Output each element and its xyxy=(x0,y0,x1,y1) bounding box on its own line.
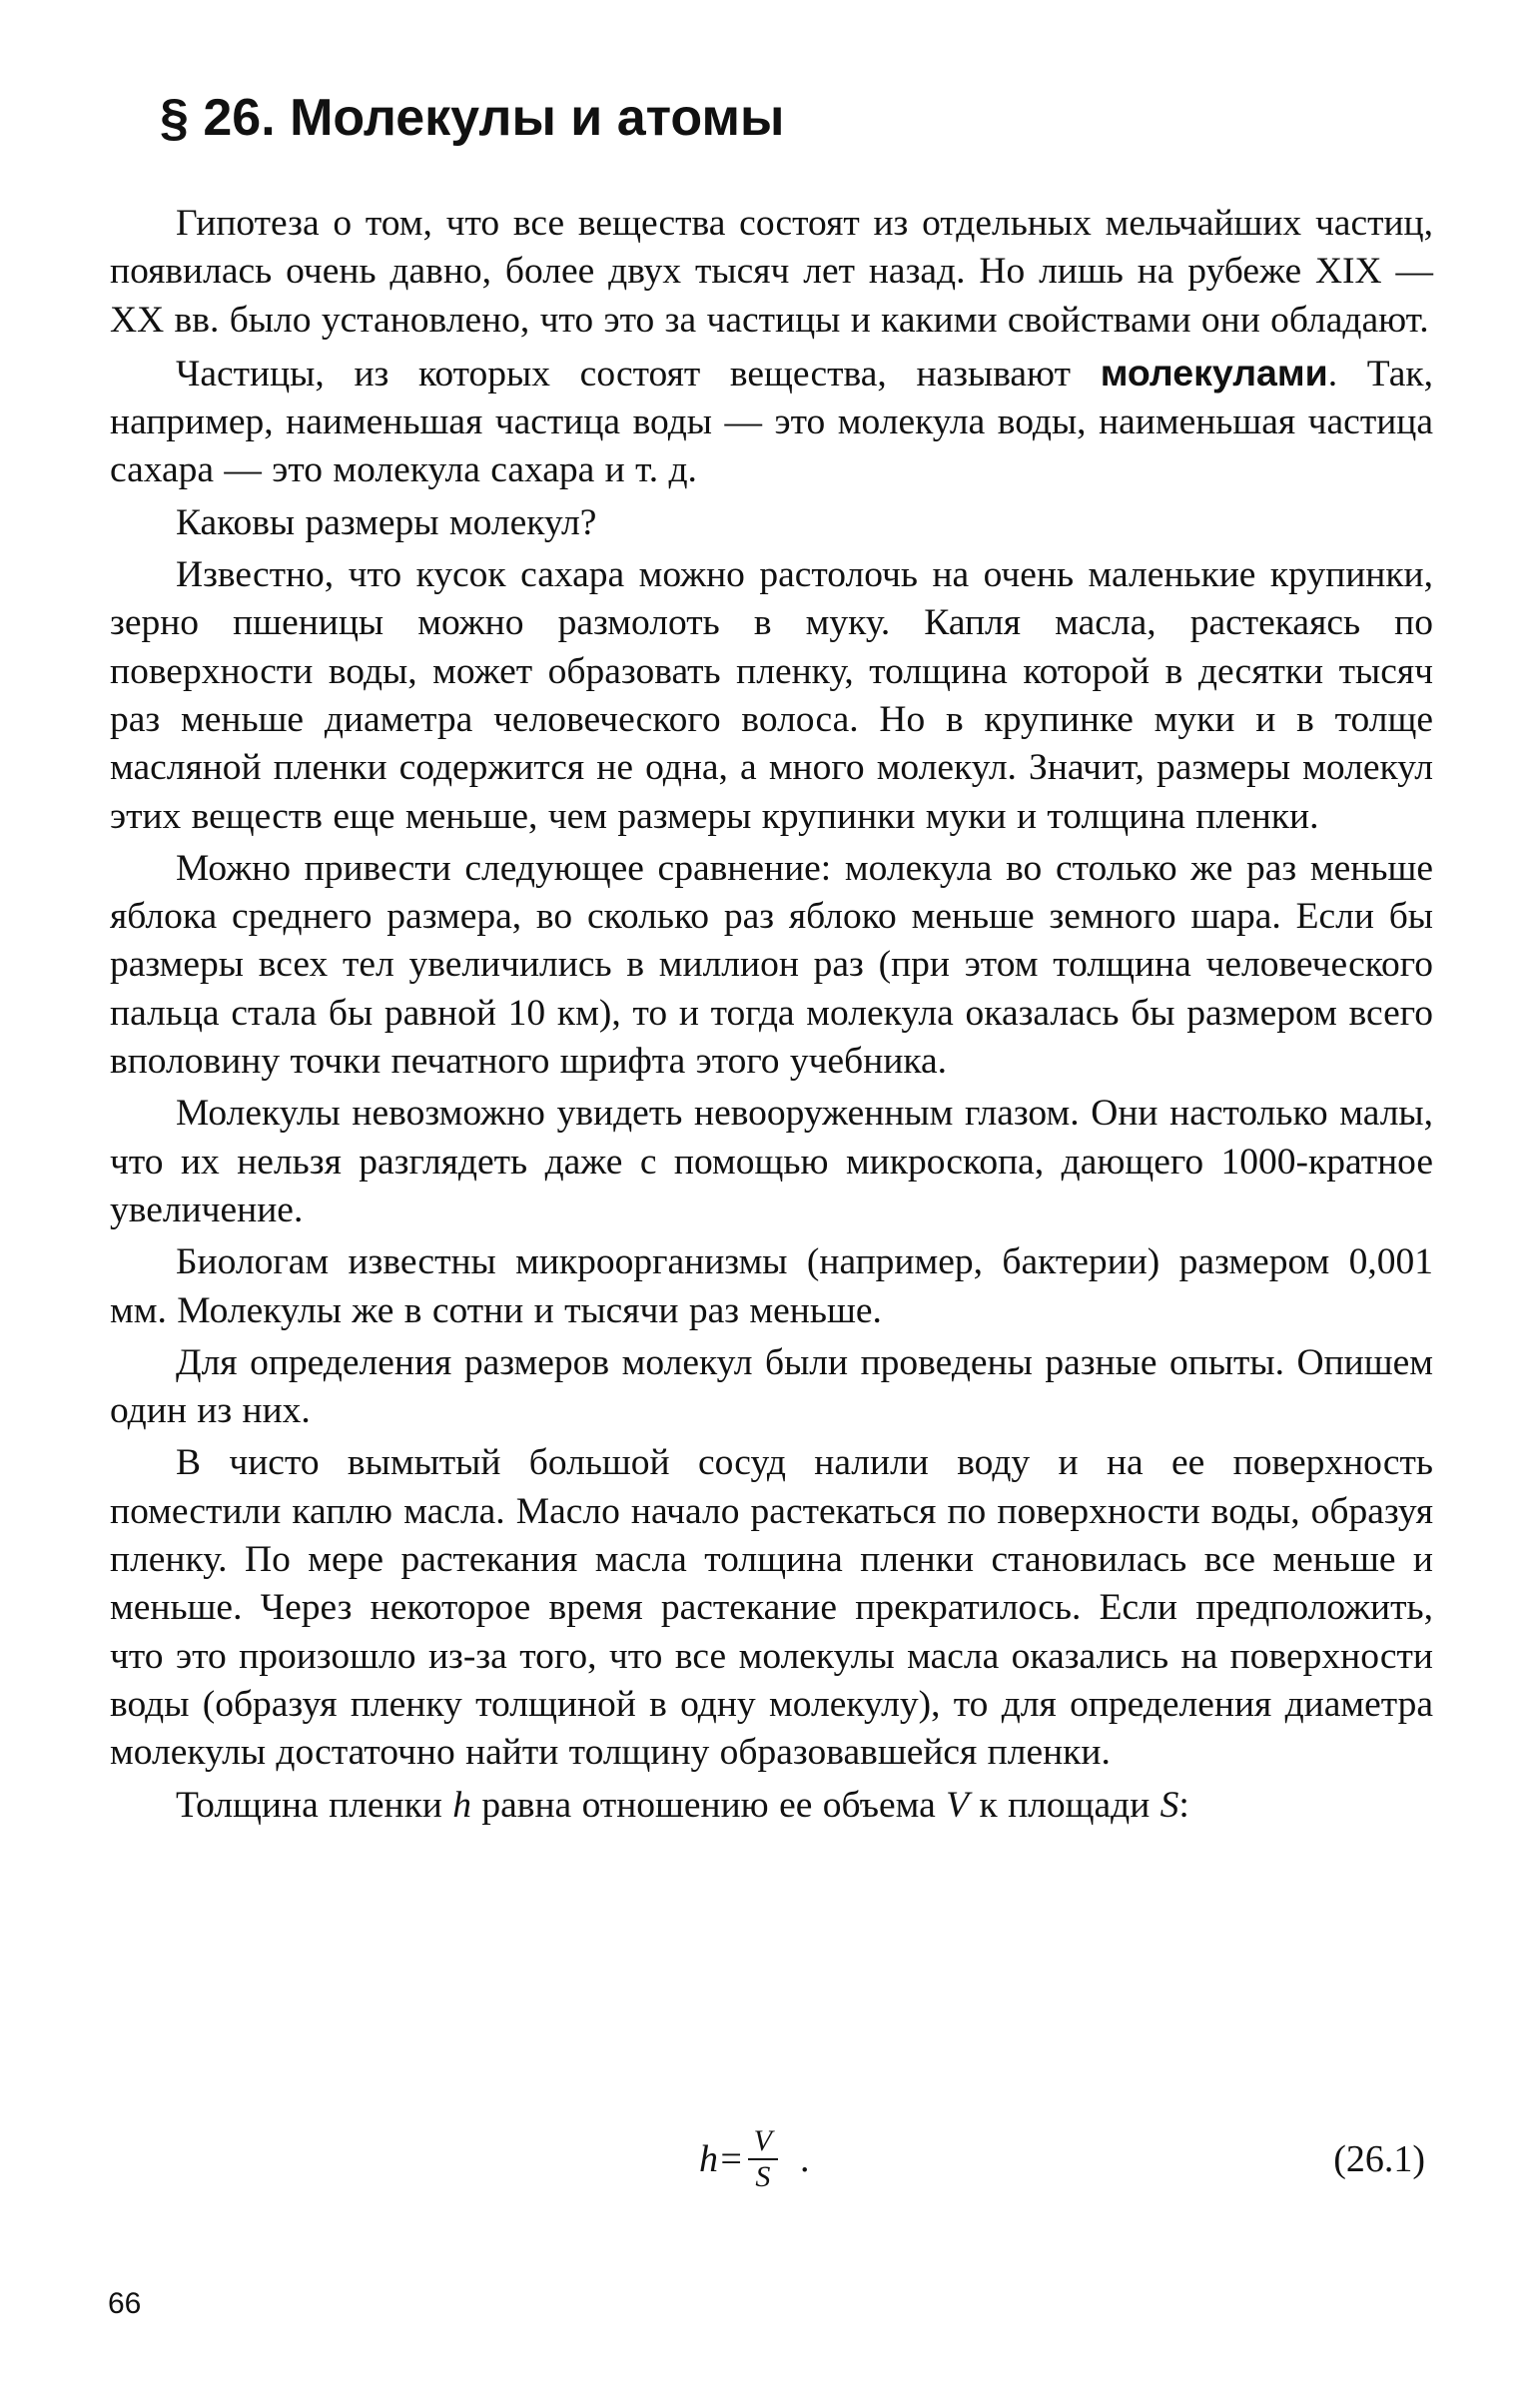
paragraph-6: Молекулы невозможно увидеть невооруженным глазом. Они настолько малы, что их нельзя разглядеть даже с помощью микроскопа, дающего 1000-кратное увеличение. xyxy=(110,1093,1433,1230)
paragraph-9: В чисто вымытый большой сосуд налили воду и на ее поверхность поместили каплю масла. Масло начало растекаться по поверхности воды, образуя пленку. По мере растекания масла толщина пленки становилась все меньше и меньше. Через некоторое время растекание прекратилось. Если предположить, что это произошло из-за того, что все молекулы масла оказались на поверхности воды (образуя пленку толщиной в одну молекулу), то для определения диаметра молекулы достаточно найти толщину образовавшейся пленки. xyxy=(110,1442,1433,1774)
paragraph-2-start: Частицы, из которых состоят вещества, называют xyxy=(176,353,1101,395)
paragraph-2 xyxy=(110,349,1433,495)
formula-trailing-dot: . xyxy=(799,2138,810,2180)
formula-denominator: S xyxy=(755,2160,771,2193)
equation-number: (26.1) xyxy=(1333,2138,1425,2180)
paragraph-8: Для определения размеров молекул были проведены разные опыты. Опишем один из них. xyxy=(110,1341,1433,1432)
formula-lhs: h= xyxy=(699,2138,744,2180)
paragraph-3: Каковы размеры молекул? xyxy=(176,501,597,543)
paragraph-10-part-c: к площади xyxy=(969,1784,1160,1826)
paragraph-10 xyxy=(110,1782,1433,1830)
page-number: 66 xyxy=(108,2287,142,2320)
paragraph-7: Биологам известны микроорганизмы (например, бактерии) размером 0,001 мм. Молекулы же в сотни и тысячи раз меньше. xyxy=(110,1241,1433,1331)
paragraph-1: Гипотеза о том, что все вещества состоят из отдельных мельчайших частиц, появилась очень давно, более двух тысяч лет назад. Но лишь на рубеже XIX — XX вв. было установлено, что это за частицы и какими свойствами они обладают. xyxy=(110,203,1433,341)
paragraph-10-part-d: : xyxy=(1178,1784,1189,1826)
paragraph-10-part-b: равна отношению ее объема xyxy=(471,1784,947,1826)
symbol-s: S xyxy=(1159,1784,1179,1826)
paragraph-2-end: . Так, например, наименьшая частица воды — это молекула воды, наименьшая частица сахара — это молекула сахара и т. д. xyxy=(110,353,1433,491)
symbol-v: V xyxy=(946,1784,970,1826)
formula-numerator: V xyxy=(748,2126,778,2160)
paragraph-10-part-a: Толщина пленки xyxy=(176,1784,453,1826)
symbol-h: h xyxy=(452,1784,471,1826)
body-text xyxy=(110,200,1433,1834)
section-title: § 26. Молекулы и атомы xyxy=(160,89,785,147)
paragraph-4: Известно, что кусок сахара можно растолочь на очень маленькие крупинки, зерно пшеницы можно размолоть в муку. Капля масла, растекаясь по поверхности воды, может образовать пленку, толщина которой в десятки тысяч раз меньше диаметра человеческого волоса. Но в крупинке муки и в толще масляной пленки содержится не одна, а много молекул. Значит, размеры молекул этих веществ еще меньше, чем размеры крупинки муки и толщина пленки. xyxy=(110,554,1433,837)
term-molecules: молекулами xyxy=(1100,351,1328,394)
formula-fraction xyxy=(748,2126,778,2192)
formula-26-1 xyxy=(699,2119,809,2199)
paragraph-5: Можно привести следующее сравнение: молекула во столько же раз меньше яблока среднего размера, во сколько раз яблоко меньше земного шара. Если бы размеры всех тел увеличились в миллион раз (при этом толщина человеческого пальца стала бы равной 10 км), то и тогда молекула оказалась бы размером всего вполовину точки печатного шрифта этого учебника. xyxy=(110,847,1433,1083)
